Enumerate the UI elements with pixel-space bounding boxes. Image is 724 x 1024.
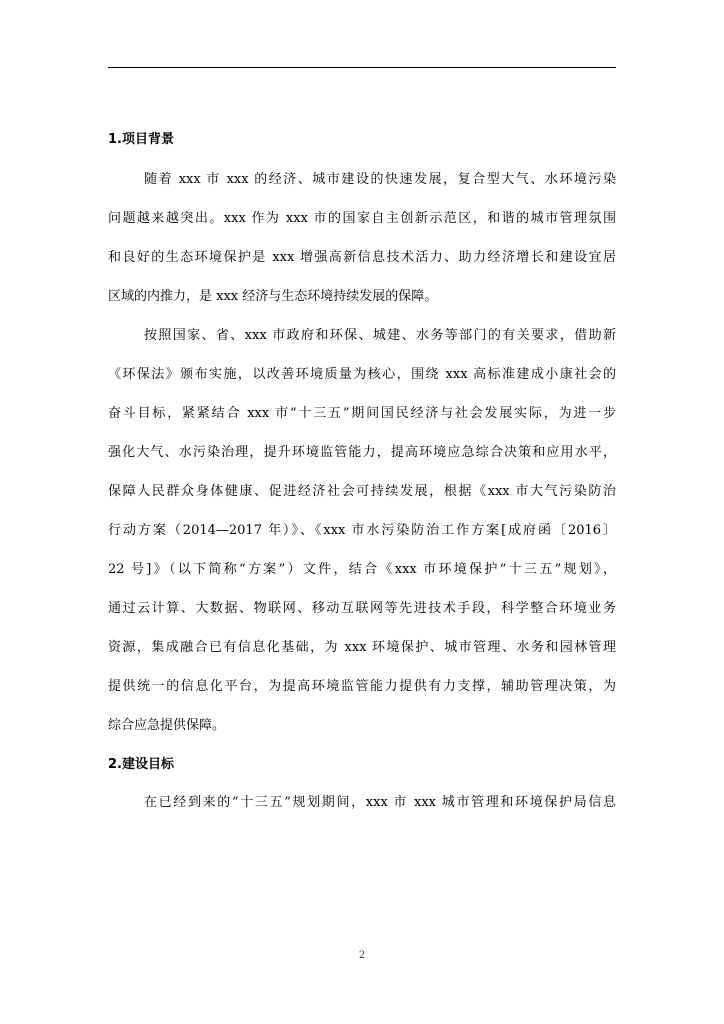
text-line: 通过云计算、大数据、物联网、移动互联网等先进技术手段，科学整合环境业务 (108, 601, 616, 616)
text-line: 综合应急提供保障。 (108, 718, 226, 733)
text-line: 强化大气、水污染治理，提升环境监管能力，提高环境应急综合决策和应用水平， (108, 445, 616, 460)
text-line: 行动方案（2014—2017 年）》、《xxx 市水污染防治工作方案[成府函〔2016〕 (108, 523, 616, 538)
document-body (108, 130, 616, 813)
text-line: 问题越来越突出。xxx 作为 xxx 市的国家自主创新示范区，和谐的城市管理氛围 (108, 211, 616, 226)
paragraph-background-2 (108, 326, 616, 736)
paragraph-goals-1 (108, 793, 616, 813)
text-line: 保障人民群众身体健康、促进经济社会可持续发展，根据《xxx 市大气污染防治 (108, 484, 616, 499)
header-rule (108, 67, 616, 68)
section-heading-background: 1.项目背景 (108, 132, 174, 147)
text-line: 区域的内推力，是 xxx 经济与生态环境持续发展的保障。 (108, 289, 438, 304)
text-line: 按照国家、省、xxx 市政府和环保、城建、水务等部门的有关要求，借助新 (144, 328, 616, 343)
text-line: 《环保法》颁布实施，以改善环境质量为核心，围绕 xxx 高标准建成小康社会的 (108, 367, 616, 382)
text-line: 随着 xxx 市 xxx 的经济、城市建设的快速发展，复合型大气、水环境污染 (144, 172, 616, 187)
page-number: 2 (358, 950, 366, 961)
text-line: 奋斗目标，紧紧结合 xxx 市“十三五”期间国民经济与社会发展实际，为进一步 (108, 406, 616, 421)
text-line: 资源，集成融合已有信息化基础，为 xxx 环境保护、城市管理、水务和园林管理 (108, 640, 616, 655)
text-line: 提供统一的信息化平台，为提高环境监管能力提供有力支撑，辅助管理决策，为 (108, 679, 616, 694)
text-line: 和良好的生态环境保护是 xxx 增强高新信息技术活力、助力经济增长和建设宜居 (108, 250, 616, 265)
section-heading-goals: 2.建设目标 (108, 757, 174, 772)
text-line: 22 号]》（以下简称“方案”）文件，结合《xxx 市环境保护“十三五”规划》， (108, 562, 616, 577)
text-line: 在已经到来的“十三五”规划期间，xxx 市 xxx 城市管理和环境保护局信息 (144, 795, 616, 810)
paragraph-background-1 (108, 170, 616, 307)
